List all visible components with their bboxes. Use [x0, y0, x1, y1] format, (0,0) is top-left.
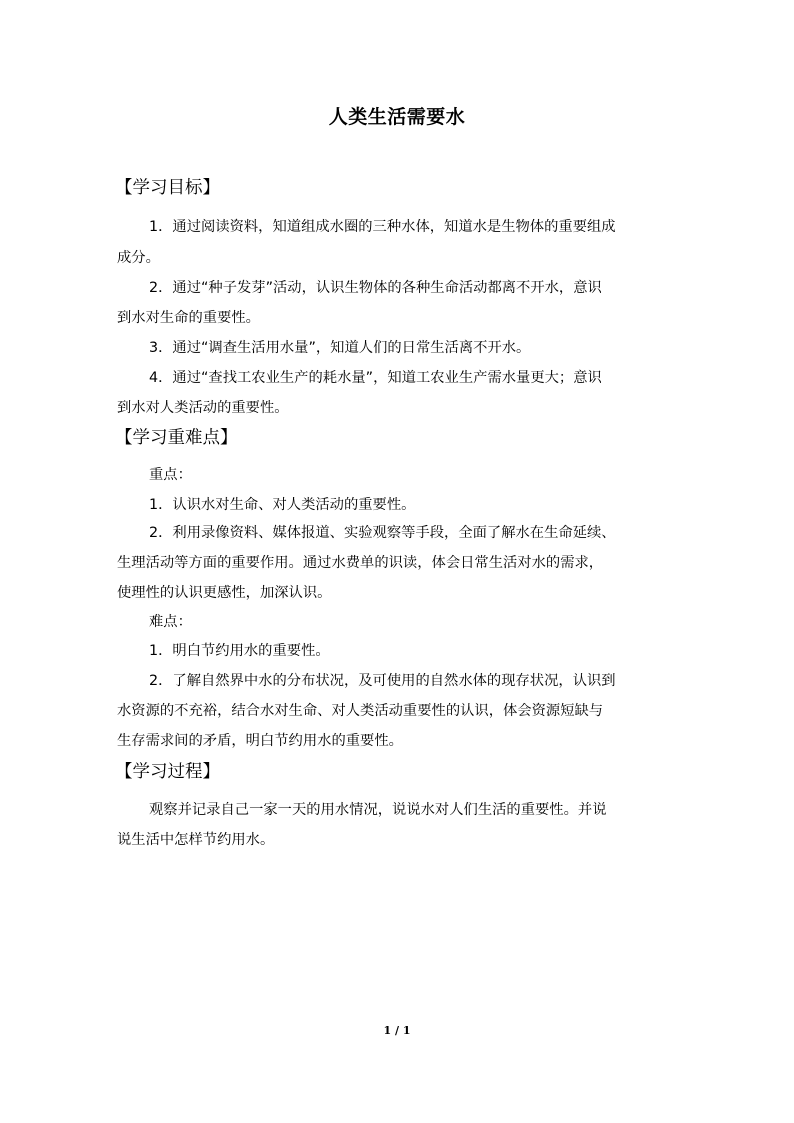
process-line-2: 说生活中怎样节约用水。 [117, 832, 275, 848]
difficulty-label: 难点： [149, 614, 192, 630]
difficulty-2-line-3: 生存需求间的矛盾，明白节约用水的重要性。 [117, 733, 403, 749]
key-point-2-line-1: 2．利用录像资料、媒体报道、实验观察等手段，全面了解水在生命延续、 [149, 525, 616, 541]
page-number: 1 / 1 [383, 1024, 411, 1037]
goal-1-line-1: 1．通过阅读资料，知道组成水圈的三种水体，知道水是生物体的重要组成 [149, 219, 616, 235]
difficulty-1-line-1: 1．明白节约用水的重要性。 [149, 643, 330, 659]
section-heading-learning-process: 【学习过程】 [115, 762, 220, 782]
goal-1-line-2: 成分。 [117, 250, 160, 266]
process-line-1: 观察并记录自己一家一天的用水情况，说说水对人们生活的重要性。并说 [149, 802, 607, 818]
key-point-2-line-3: 使理性的认识更感性，加深认识。 [117, 585, 332, 601]
section-heading-learning-goals: 【学习目标】 [115, 178, 220, 198]
goal-4-line-2: 到水对人类活动的重要性。 [117, 400, 289, 416]
key-point-label: 重点： [149, 467, 192, 483]
goal-2-line-2: 到水对生命的重要性。 [117, 310, 260, 326]
section-heading-key-points: 【学习重难点】 [115, 428, 238, 448]
document-title: 人类生活需要水 [328, 106, 466, 128]
difficulty-2-line-2: 水资源的不充裕，结合水对生命、对人类活动重要性的认识，体会资源短缺与 [117, 703, 604, 719]
goal-4-line-1: 4．通过“查找工农业生产的耗水量”，知道工农业生产需水量更大；意识 [149, 370, 602, 386]
difficulty-2-line-1: 2．了解自然界中水的分布状况，及可使用的自然水体的现存状况，认识到 [149, 673, 616, 689]
key-point-1-line-1: 1．认识水对生命、对人类活动的重要性。 [149, 497, 416, 513]
goal-3-line-1: 3．通过“调查生活用水量”，知道人们的日常生活离不开水。 [149, 340, 531, 356]
key-point-2-line-2: 生理活动等方面的重要作用。通过水费单的识读，体会日常生活对水的需求， [117, 555, 604, 571]
goal-2-line-1: 2．通过“种子发芽”活动，认识生物体的各种生命活动都离不开水，意识 [149, 280, 602, 296]
